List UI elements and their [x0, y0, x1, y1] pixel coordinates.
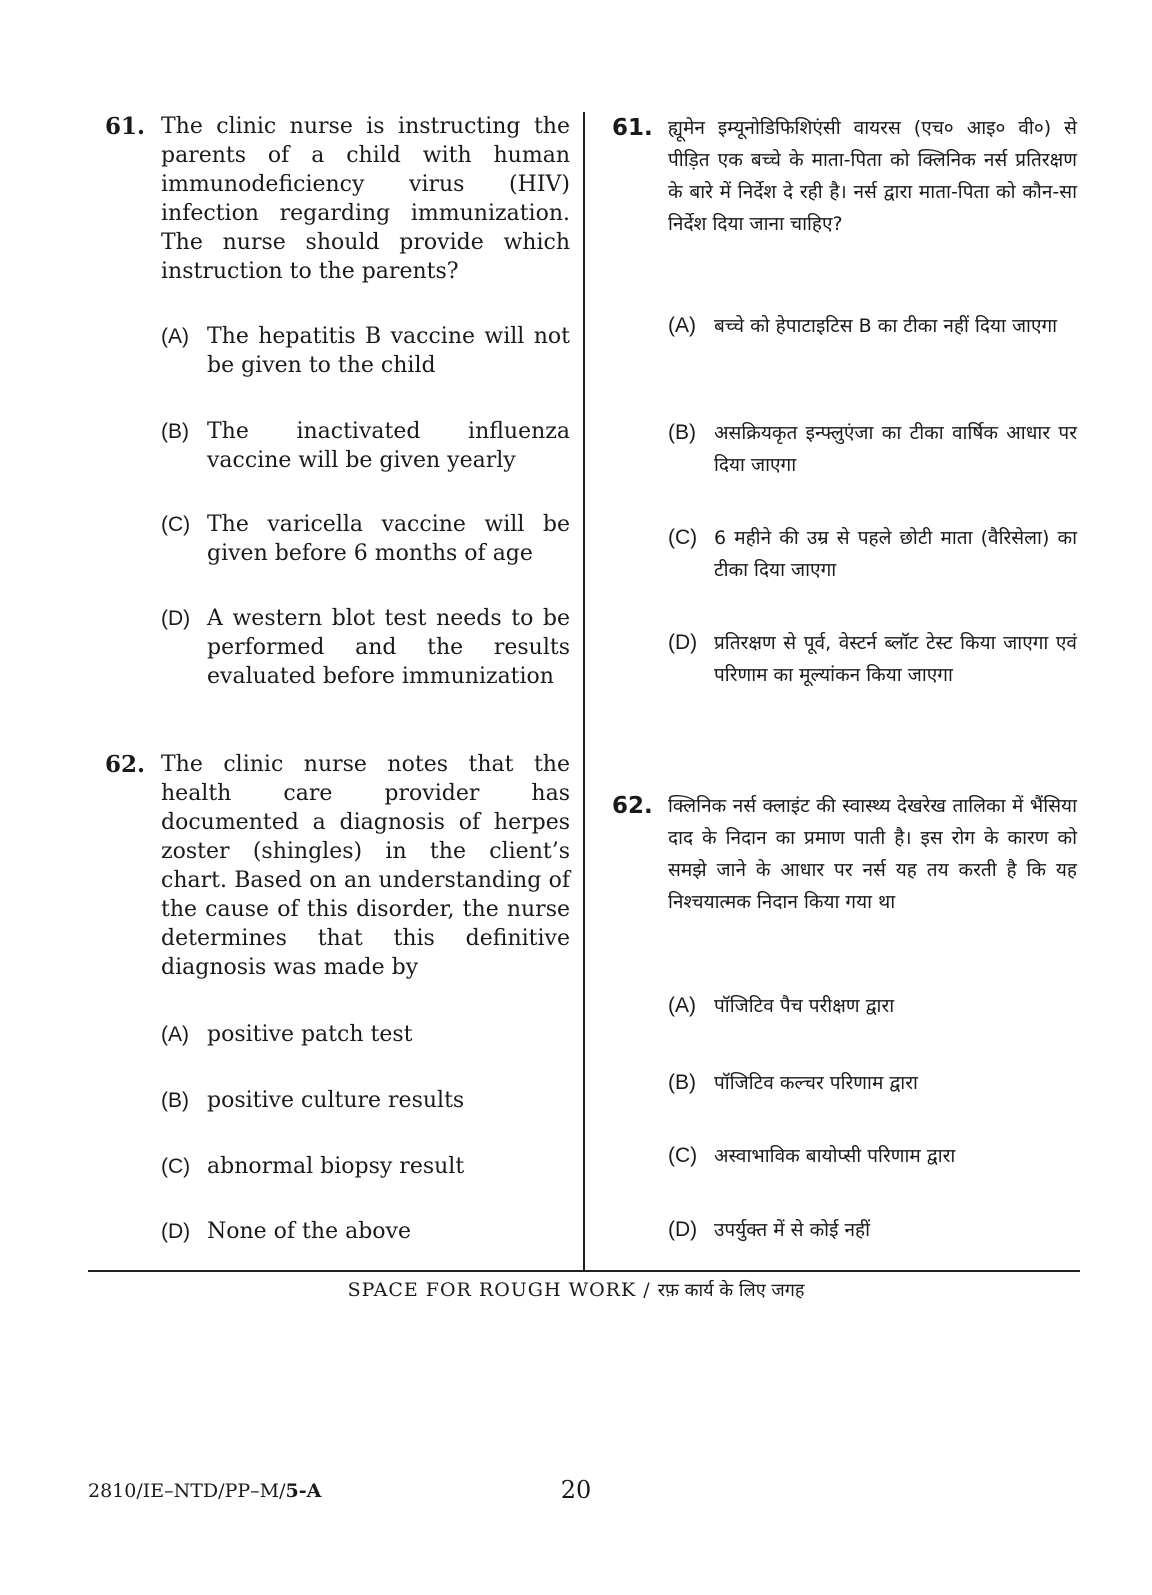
option-label: (D) [668, 1218, 698, 1241]
option-c[interactable] [161, 510, 570, 568]
option-label: (A) [161, 325, 189, 348]
option-b[interactable] [668, 1067, 1077, 1099]
option-text: 6 महीने की उम्र से पहले छोटी माता (वैरिसेला) का टीका दिया जाएगा [714, 527, 1077, 581]
option-text: पॉजिटिव कल्चर परिणाम द्वारा [714, 1072, 918, 1094]
option-b[interactable] [161, 1086, 570, 1115]
rough-work-separator: / [643, 1279, 651, 1301]
option-d[interactable] [161, 1217, 570, 1246]
option-label: (C) [161, 1155, 191, 1178]
option-a[interactable] [668, 310, 1077, 342]
option-d[interactable] [668, 627, 1077, 691]
option-text: abnormal biopsy result [207, 1154, 465, 1179]
option-label: (A) [668, 994, 696, 1017]
option-label: (D) [668, 631, 698, 654]
option-c[interactable] [161, 1152, 570, 1181]
option-text: बच्चे को हेपाटाइटिस B का टीका नहीं दिया जाएगा [714, 315, 1058, 337]
option-a[interactable] [161, 1020, 570, 1049]
option-text: positive culture results [207, 1088, 465, 1113]
option-text: The inactivated influenza vaccine will be given yearly [207, 419, 570, 473]
question-number: 62. [105, 751, 146, 778]
option-text: प्रतिरक्षण से पूर्व, वेस्टर्न ब्लॉट टेस्ट किया जाएगा एवं परिणाम का मूल्यांकन किया जाएगा [714, 632, 1077, 686]
option-text: उपर्युक्त में से कोई नहीं [714, 1219, 870, 1241]
question-text: The clinic nurse is instructing the parents of a child with human immunodeficiency virus (HIV) infection regarding immunization. The nurse should provide which instruction to the parents? [161, 114, 570, 284]
option-a[interactable] [668, 990, 1077, 1022]
column-divider [583, 112, 585, 1270]
option-label: (D) [161, 607, 191, 630]
option-c[interactable] [668, 1140, 1077, 1172]
horizontal-rule [88, 1270, 1080, 1272]
option-label: (A) [668, 314, 696, 337]
option-d[interactable] [668, 1214, 1077, 1246]
question-text: ह्यूमेन इम्यूनोडिफिशिएंसी वायरस (एच० आइ० वी०) से पीड़ित एक बच्चे के माता-पिता को क्लिनिक नर्स प्रतिरक्षण के बारे में निर्देश दे रही है। नर्स द्वारा माता-पिता को कौन-सा निर्देश दिया जाना चाहिए? [668, 117, 1077, 235]
question-62-en [105, 750, 570, 982]
option-label: (B) [161, 1089, 189, 1112]
option-label: (A) [161, 1023, 189, 1046]
option-label: (D) [161, 1220, 191, 1243]
option-label: (C) [161, 513, 191, 536]
option-label: (C) [668, 526, 698, 549]
option-text: A western blot test needs to be performed and the results evaluated before immunization [207, 606, 570, 689]
option-text: असक्रियकृत इन्फ्लुएंजा का टीका वार्षिक आधार पर दिया जाएगा [714, 422, 1077, 476]
question-61-en [105, 112, 570, 286]
question-number: 61. [612, 115, 653, 141]
option-label: (B) [161, 420, 189, 443]
option-text: positive patch test [207, 1022, 413, 1047]
rough-work-english: SPACE FOR ROUGH WORK [347, 1279, 637, 1301]
option-b[interactable] [668, 417, 1077, 481]
option-text: None of the above [207, 1219, 411, 1244]
option-c[interactable] [668, 522, 1077, 586]
option-text: The hepatitis B vaccine will not be given to the child [207, 324, 570, 378]
paper-code-set: 5-A [285, 1480, 322, 1502]
paper-code-prefix: 2810/IE–NTD/PP–M/ [88, 1480, 286, 1502]
rough-work-label [0, 1278, 1152, 1302]
option-a[interactable] [161, 322, 570, 380]
question-62-hi [612, 790, 1077, 918]
rough-work-hindi: रफ़ कार्य के लिए जगह [657, 1280, 805, 1301]
question-number: 62. [612, 793, 653, 819]
question-number: 61. [105, 113, 146, 140]
option-text: अस्वाभाविक बायोप्सी परिणाम द्वारा [714, 1145, 956, 1167]
question-61-hi [612, 112, 1077, 240]
question-text: The clinic nurse notes that the health care provider has documented a diagnosis of herpes zoster (shingles) in the client’s chart. Based on an understanding of the cause of this disorder, the nurse determines that this definitive diagnosis was made by [161, 752, 570, 980]
question-text: क्लिनिक नर्स क्लाइंट की स्वास्थ्य देखरेख तालिका में भैंसिया दाद के निदान का प्रमाण पाती है। इस रोग के कारण को समझे जाने के आधार पर नर्स यह तय करती है कि यह निश्चयात्मक निदान किया गया था [668, 795, 1077, 913]
option-label: (B) [668, 1071, 696, 1094]
page-number: 20 [560, 1476, 592, 1504]
option-b[interactable] [161, 417, 570, 475]
option-text: The varicella vaccine will be given before 6 months of age [207, 512, 570, 566]
option-text: पॉजिटिव पैच परीक्षण द्वारा [714, 995, 895, 1017]
option-label: (B) [668, 421, 696, 444]
option-d[interactable] [161, 604, 570, 691]
option-label: (C) [668, 1144, 698, 1167]
